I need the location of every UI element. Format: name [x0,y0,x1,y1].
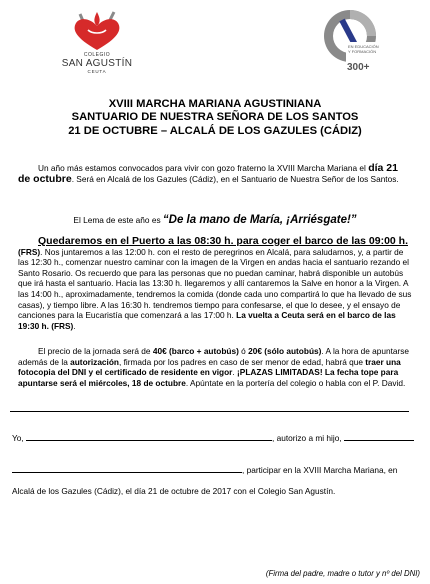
price-paragraph: El precio de la jornada será de 40€ (barco + autobús) ó 20€ (sólo autobús). A la hora de apuntarse además de la autorización, firmada por los padres en caso de ser menor de edad, habrá que traer una fotocopia del DNI y el certificado de residente en vigor. ¡PLAZAS LIMITADAS! La fecha tope para apuntarse será el miércoles, 18 de octubre. Apúntate en la portería del colegio o habla con el P. David. [18,346,410,388]
deadline-text: ¡PLAZAS LIMITADAS! La fecha tope para apuntarse será el miércoles, 18 de octubre [18,367,399,388]
form-line-parent: Yo, , autorizo a mi hijo, [12,432,414,443]
title-line-1: XVIII MARCHA MARIANA AGUSTINIANA [108,98,322,110]
form-line-location: Alcalá de los Gazules (Cádiz), el día 21 de octubre de 2017 con el Colegio San Agustín. [12,486,336,496]
price-bus-only: 20€ (sólo autobús) [248,346,322,356]
lema-line: El Lema de este año es “De la mano de María, ¡Arriésgate!” [73,214,357,226]
child-name-field[interactable] [344,432,414,441]
child-name-continued-field[interactable] [12,464,242,473]
parent-name-field[interactable] [26,432,272,441]
required-documents: traer una fotocopia del DNI y el certificado de residente en vigor [18,356,401,378]
anniversary-badge-logo [322,6,380,76]
title-line-2: SANTUARIO DE NUESTRA SEÑORA DE LOS SANTOS [71,111,359,124]
colegio-san-agustin-logo [52,8,142,74]
meeting-point-text: Quedaremos en el Puerto a las 08:30 h. para coger el barco de las 09:00 h. [38,235,408,247]
schedule-paragraph: Quedaremos en el Puerto a las 08:30 h. para coger el barco de las 09:00 h. (FRS). Nos juntaremos a las 12:00 h. con el resto de peregrinos en Alcalá, para saludarnos, y, a partir de las 12:30 h., comenzar nuestro caminar con la imagen de la Virgen en andas hacia el santuario rezando el Santo Rosario. Os recuerdo que para las personas que no puedan caminar, habrá disponible un autobús que irá hasta el santuario. Hacia las 13:30 h. llegaremos y allí cantaremos la Salve en honor a la Virgen. A las 14:00 h., aproximadamente, tendremos la comida (donde cada uno compartirá lo que ha llevado de sus casas), y tiempo libre. A las 16:30 h. tendremos tiempo para confesarse, el que lo desee, y el ensayo de canciones para la Eucaristía que comenzará a las 17:00 h. La vuelta a Ceuta será en el barco de las 19:30 h. (FRS). [18,235,412,331]
badge-number: 300+ [347,62,370,73]
burning-heart-icon [66,8,128,52]
form-line-child: , participar en la XVIII Marcha Mariana, en [12,464,397,475]
title-line-3: 21 DE OCTUBRE – ALCALÁ DE LOS GAZULES (CÁDIZ) [68,124,362,137]
document-title [0,98,430,138]
lema-quote: “De la mano de María, ¡Arriésgate!” [162,214,357,226]
return-trip-text: La vuelta a Ceuta será en el barco de las 19:30 h. (FRS) [18,310,396,331]
separator-line [10,411,409,412]
signature-caption: (Firma del padre, madre o tutor y nº del DNI) [265,569,420,578]
logo-school-name: SAN AGUSTÍN [61,58,133,69]
event-date: día 21 de octubre [18,162,398,185]
logo-colegio-text: COLEGIO [83,52,111,58]
logo-city-text: CEUTA [87,69,107,74]
intro-paragraph: Un año más estamos convocados para vivir con gozo fraterno la XVIII Marcha Mariana el día 21 de octubre. Será en Alcalá de los Gazules (Cádiz), en el Santuario de Nuestra Señor de los Santos. [18,162,399,185]
price-full: 40€ (barco + autobús) [152,346,239,356]
badge-caption: EN EDUCACIÓN Y FORMACIÓN [348,44,379,54]
